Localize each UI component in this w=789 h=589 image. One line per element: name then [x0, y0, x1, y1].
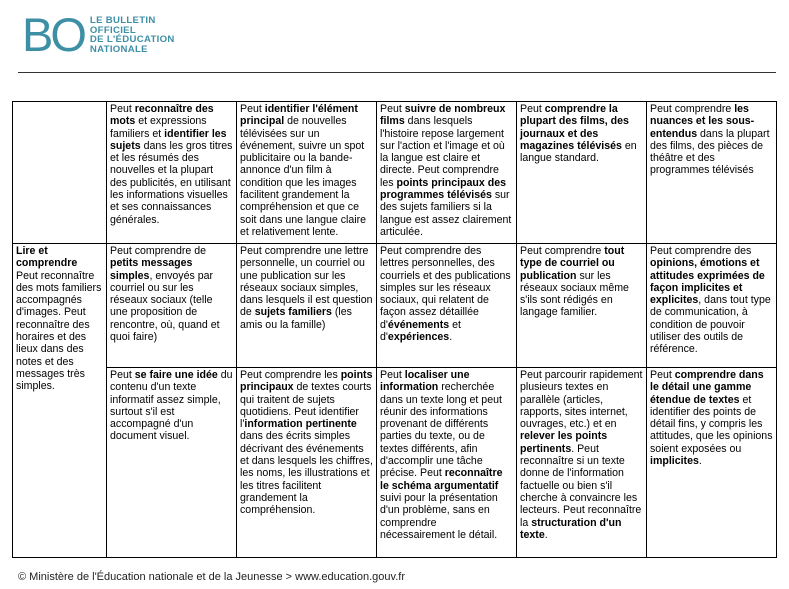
text-segment: Peut comprendre des lettres personnelles, des courriels et des publications simples sur les réseaux sociaux, qui relatent de façon assez détaillée d' — [380, 245, 511, 331]
table-row — [13, 368, 777, 558]
text-segment: Peut comprendre une lettre personnelle, un courriel ou une publication sur les réseaux sociaux simples, dans lesquels il est question de — [240, 245, 373, 319]
text-segment: Peut comprendre — [650, 103, 735, 115]
text-segment: suivi pour la présentation d'un problème, sans en comprendre nécessairement le détail. — [380, 491, 498, 541]
header-divider — [18, 72, 776, 73]
bold-text-segment: points principaux — [240, 369, 373, 394]
table-cell — [377, 102, 517, 244]
text-segment: Peut — [380, 103, 405, 115]
table-row — [13, 102, 777, 244]
text-segment: dans les gros titres et les résumés des nouvelles et la plupart des publicités, en utilisant les informations visuelles et ses connaissances générales. — [110, 139, 233, 226]
text-segment: . — [544, 528, 548, 541]
text-segment: de nouvelles télévisées sur un événement, suivre un spot publicitaire ou la bande-annonce d'un film à condition que les images facilitent grandement la compréhension et que ce soit dans une langue claire et relativement lente. — [240, 115, 367, 238]
bold-text-segment: structuration d'un texte — [520, 516, 622, 541]
bold-text-segment: les nuances et les sous-entendus — [650, 103, 755, 140]
footer-copyright: © Ministère de l'Éducation nationale et de la Jeunesse > www.education.gouv.fr — [18, 571, 405, 583]
bold-text-segment: sujets familiers — [254, 306, 332, 319]
bold-text-segment: opinions, émotions et attitudes exprimées de façon implicites et explicites — [650, 257, 765, 307]
table-cell — [647, 102, 777, 244]
bo-logo — [22, 8, 175, 64]
text-segment: de textes courts qui traitent de sujets quotidiens. Peut identifier l' — [240, 381, 372, 431]
logo-line: OFFICIEL — [89, 24, 137, 36]
row-header-body: Peut reconnaître des mots familiers accompagnés d'images. Peut reconnaître des horaires et des lieux dans des notes et des messages très simples. — [16, 269, 102, 393]
bold-text-segment: comprendre dans le détail une gamme étendue de textes — [650, 369, 764, 406]
competency-table — [12, 101, 777, 558]
bold-text-segment: petits messages simples — [110, 257, 193, 282]
bold-text-segment: suivre de nombreux films — [380, 103, 506, 128]
table-cell — [107, 244, 237, 368]
text-segment: sur les réseaux sociaux même s'ils sont rédigés en langage familier. — [520, 269, 629, 319]
table-cell — [237, 102, 377, 244]
text-segment: , envoyés par courriel ou sur les réseaux sociaux (telle une proposition de rencontre, où, quand et quoi faire) — [110, 269, 220, 344]
table-cell — [377, 368, 517, 558]
bold-text-segment: identifier l'élément principal — [240, 103, 358, 128]
text-segment: et d' — [380, 318, 461, 344]
table-cell — [107, 102, 237, 244]
table-cell — [517, 368, 647, 558]
text-segment: et identifier des points de détail fins, y compris les attitudes, que les opinions soient exposées ou — [650, 393, 773, 455]
bold-text-segment: localiser une information — [380, 369, 470, 394]
text-segment: . — [449, 331, 453, 344]
bo-logo-mark: BO — [22, 8, 84, 61]
text-segment: et expressions familiers et — [110, 115, 207, 140]
text-segment: Peut comprendre des — [650, 245, 752, 257]
table-cell — [647, 368, 777, 558]
text-segment: en langue standard. — [520, 139, 637, 165]
table-cell — [107, 368, 237, 558]
logo-line: DE L'ÉDUCATION — [89, 34, 175, 46]
text-segment: . — [698, 455, 702, 468]
text-segment: dans lesquels l'histoire repose largement sur l'action et l'image et où la langue est claire et directe. Peut comprendre les — [380, 115, 505, 189]
bold-text-segment: implicites — [650, 455, 699, 468]
text-segment: , dans tout type de communication, à condition de pouvoir utiliser des outils de référence. — [650, 294, 771, 356]
table-cell — [237, 368, 377, 558]
table-cell — [237, 244, 377, 368]
text-segment: Peut comprendre les — [240, 369, 341, 381]
text-segment: Peut parcourir rapidement plusieurs textes en parallèle (articles, rapports, sites internet, ouvrages, etc.) et en — [520, 369, 643, 431]
text-segment: Peut — [520, 103, 545, 115]
text-segment: Peut comprendre de — [110, 245, 206, 257]
table-cell — [647, 244, 777, 368]
table-cell — [517, 102, 647, 244]
row-header-title: Lire et — [16, 245, 48, 257]
bo-logo-text — [90, 16, 175, 54]
bold-text-segment: expériences — [387, 331, 450, 344]
text-segment: (les amis ou la famille) — [240, 306, 352, 331]
bold-text-segment: information pertinente — [244, 418, 357, 431]
bold-text-segment: reconnaître le schéma argumentatif — [380, 467, 503, 492]
row-header-cell — [13, 244, 107, 558]
table-cell — [517, 244, 647, 368]
text-segment: Peut — [240, 103, 265, 115]
empty-header-cell — [13, 102, 107, 244]
row-header-title: comprendre — [16, 257, 78, 270]
text-segment: recherchée dans un texte long et peut réunir des informations provenant de différents parties du texte, ou de textes différents, afin d'accomplir une tâche précise. Peut — [380, 381, 502, 480]
text-segment: Peut — [110, 369, 135, 381]
bold-text-segment: événements — [387, 318, 450, 331]
bold-text-segment: tout type de courriel ou publication — [520, 245, 625, 282]
text-segment: Peut comprendre — [520, 245, 605, 257]
text-segment: du contenu d'un texte informatif assez simple, surtout s'il est accompagné d'un document visuel. — [110, 369, 233, 443]
bold-text-segment: se faire une idée — [134, 369, 218, 381]
text-segment: Peut — [650, 369, 675, 381]
table-row — [13, 244, 777, 368]
text-segment: Peut — [380, 369, 405, 381]
text-segment: . Peut reconnaître si un texte donne de l'information factuelle ou bien s'il cherche à convaincre les lecteurs. Peut reconnaître la — [520, 442, 642, 529]
text-segment: dans des écrits simples décrivant des événements et dans lesquels les chiffres, les noms, les illustrations et les titres facilitent grandement la compréhension. — [240, 430, 373, 517]
table-cell — [377, 244, 517, 368]
bold-text-segment: relever les points pertinents — [520, 430, 608, 455]
bold-text-segment: identifier les sujets — [110, 127, 227, 152]
bold-text-segment: comprendre la plupart des films, des journaux et des magazines télévisés — [520, 103, 629, 152]
text-segment: dans la plupart des films, des pièces de théâtre et des programmes télévisés — [650, 127, 770, 177]
bold-text-segment: reconnaître des mots — [110, 103, 214, 128]
bold-text-segment: points principaux des programmes télévisés — [380, 176, 506, 202]
text-segment: sur des sujets familiers si la langue est assez clairement articulée. — [380, 189, 512, 238]
logo-line: LE BULLETIN — [89, 15, 156, 26]
text-segment: Peut — [110, 103, 135, 115]
logo-line: NATIONALE — [89, 43, 148, 55]
